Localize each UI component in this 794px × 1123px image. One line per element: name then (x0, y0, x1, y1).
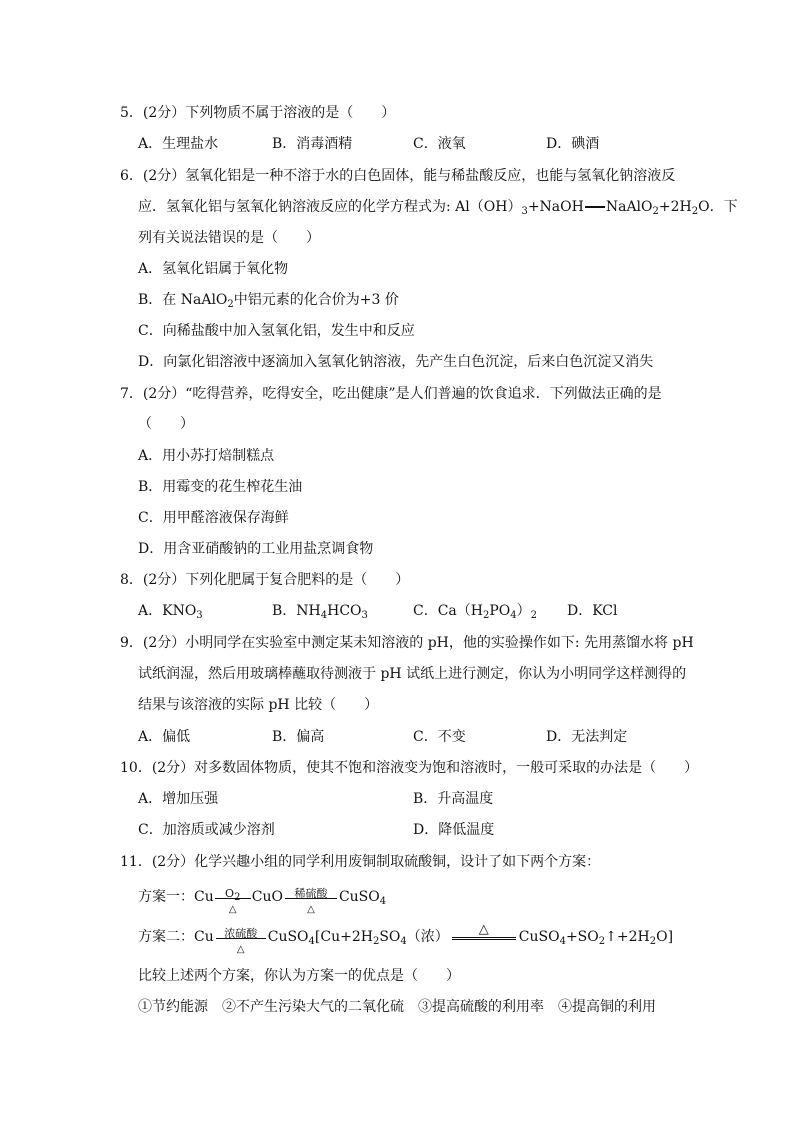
q11-compare: 比较上述两个方案，你认为方案一的优点是（ ） (138, 968, 460, 984)
q11-plan2-end3: ↑+2H (605, 929, 650, 945)
q11-plan2-label: 方案二：Cu (138, 929, 214, 945)
q6-line2-d: +2H (658, 199, 692, 215)
q8-sub: 4 (320, 610, 328, 621)
q6-line2 (138, 197, 738, 217)
q11-plan1-label: 方案一：Cu (138, 889, 214, 905)
q7-option-c: C．用甲醛溶液保存海鲜 (138, 510, 289, 526)
q9-option-d: D．无法判定 (546, 729, 628, 745)
q11-o2: O (225, 886, 235, 900)
q11-sub: 4 (400, 936, 407, 947)
q11-sub: 4 (559, 936, 566, 947)
q8-option-c (413, 601, 537, 621)
q11-plan1-arrow2 (285, 886, 337, 915)
q6-option-b (138, 290, 399, 310)
q6-equals-bar (585, 206, 605, 208)
q11-plan2-end1: CuSO (518, 929, 560, 945)
q11-plan1 (138, 886, 387, 915)
q11-plan1-cuo: CuO (251, 889, 283, 905)
q11-plan2-mid2: [Cu+2H (314, 929, 373, 945)
q6-option-b-2: 中铝元素的化合价为+3 价 (233, 292, 399, 308)
q11-sub: 2 (372, 936, 380, 947)
q11-plan2-mid3: SO (379, 929, 401, 945)
q10-stem: 10．(2分）对多数固体物质，使其不饱和溶液变为饱和溶液时，一般可采取的办法是（ ） (120, 760, 699, 776)
q8-sub: 2 (530, 610, 538, 621)
q11-plan2-mid4: （浓） (406, 929, 449, 945)
q11-plan2 (138, 921, 674, 955)
q8-sub: 4 (510, 610, 517, 621)
q8-option-b-2: HCO (327, 603, 362, 619)
q8-sub: 2 (482, 610, 490, 621)
q5-option-c: C．液氧 (413, 136, 466, 152)
q6-option-c: C．向稀盐酸中加入氢氧化铝，发生中和反应 (138, 323, 415, 339)
q6-sub: 2 (691, 206, 699, 217)
q8-stem: 8．(2分）下列化肥属于复合肥料的是（ ） (120, 572, 410, 588)
q7-line2: （ ） (138, 416, 194, 432)
q10-option-a: A．增加压强 (138, 791, 219, 807)
q10-option-c: C．加溶质或减少溶剂 (138, 822, 275, 838)
q8-option-c-1: C．Ca（H (413, 603, 483, 619)
q6-sub: 3 (521, 206, 528, 217)
q6-line3: 列有关说法错误的是（ ） (138, 230, 320, 246)
q8-option-c-2: PO (489, 603, 511, 619)
q6-option-b-1: B．在 NaAlO (138, 292, 228, 308)
q10-option-b: B．升高温度 (413, 791, 494, 807)
q11-sub: 2 (649, 936, 657, 947)
q11-plan2-arrow1 (216, 926, 266, 955)
q11-choices: ①节约能源 ②不产生污染大气的二氧化硫 ③提高硫酸的利用率 ④提高铜的利用 (138, 999, 656, 1015)
q8-sub: 3 (196, 610, 203, 621)
q8-option-a-text: A．KNO (138, 603, 197, 619)
q6-sub: 2 (652, 206, 659, 217)
q11-plan1-arrow2-reagent: 稀硫酸 (294, 886, 328, 900)
q9-option-b: B．偏高 (272, 729, 325, 745)
q11-sub: 2 (598, 936, 606, 947)
q11-sub: 4 (379, 896, 387, 907)
q6-line2-e: O．下 (698, 199, 738, 215)
q11-plan2-arrow1-reagent: 浓硫酸 (224, 926, 258, 940)
q5-option-d: D．碘酒 (546, 136, 600, 152)
q11-heat: △ (236, 943, 245, 955)
q7-option-a: A．用小苏打焙制糕点 (138, 448, 275, 464)
q9-line3: 结果与该溶液的实际 pH 比较（ ） (138, 697, 379, 713)
q6-line2-a: 应．氢氧化铝与氢氧化钠溶液反应的化学方程式为: Al（OH） (138, 199, 522, 215)
q8-option-a (138, 601, 203, 621)
q9-option-a: A．偏低 (138, 729, 191, 745)
q10-option-d: D．降低温度 (413, 822, 495, 838)
q8-option-b (272, 601, 368, 621)
q11-heat: △ (307, 903, 315, 915)
q11-plan2-end4: O] (656, 929, 674, 945)
q6-sub: 2 (227, 299, 234, 310)
q7-option-d: D．用含亚硝酸钠的工业用盐烹调食物 (138, 541, 374, 557)
q11-sub: 4 (308, 936, 315, 947)
q8-sub: 3 (361, 610, 368, 621)
q11-plan1-arrow1 (215, 886, 251, 915)
q11-heat: △ (228, 903, 237, 915)
q7-line1: 7．(2分）“吃得营养，吃得安全，吃出健康”是人们普遍的饮食追求．下列做法正确的是 (120, 386, 662, 402)
q5-option-a: A．生理盐水 (138, 136, 219, 152)
q6-line1: 6．(2分）氢氧化铝是一种不溶于水的白色固体，能与稀盐酸反应，也能与氢氧化钠溶液反 (120, 168, 676, 184)
q5-stem: 5．(2分）下列物质不属于溶液的是（ ） (120, 105, 396, 121)
q8-option-c-3: ） (516, 603, 531, 619)
q11-plan2-double-bar (452, 921, 516, 940)
q6-option-d: D．向氯化铝溶液中逐滴加入氢氧化钠溶液，先产生白色沉淀，后来白色沉淀又消失 (138, 354, 654, 370)
q8-option-b-1: B．NH (272, 603, 321, 619)
q9-option-c: C．不变 (413, 729, 466, 745)
q6-option-a: A．氢氧化铝属于氧化物 (138, 261, 289, 277)
q11-plan2-mid1: CuSO (267, 929, 309, 945)
q9-line2: 试纸润湿，然后用玻璃棒蘸取待测液于 pH 试纸上进行测定，你认为小明同学这样测得的 (138, 666, 687, 682)
q11-plan2-end2: +SO (565, 929, 599, 945)
q6-line2-b: +NaOH (527, 199, 584, 215)
q11-plan1-product: CuSO (338, 889, 380, 905)
q5-option-b: B．消毒酒精 (272, 136, 353, 152)
q9-line1: 9．(2分）小明同学在实验室中测定某未知溶液的 pH，他的实验操作如下: 先用蒸馏水将 pH (120, 635, 694, 651)
q8-option-d: D．KCl (567, 603, 618, 619)
q11-heat: △ (478, 921, 489, 937)
q11-stem: 11．(2分）化学兴趣小组的同学利用废铜制取硫酸铜，设计了如下两个方案： (120, 854, 601, 870)
q11-sub: 2 (234, 891, 241, 903)
q7-option-b: B．用霉变的花生榨花生油 (138, 479, 303, 495)
q6-line2-c: NaAlO (605, 199, 653, 215)
